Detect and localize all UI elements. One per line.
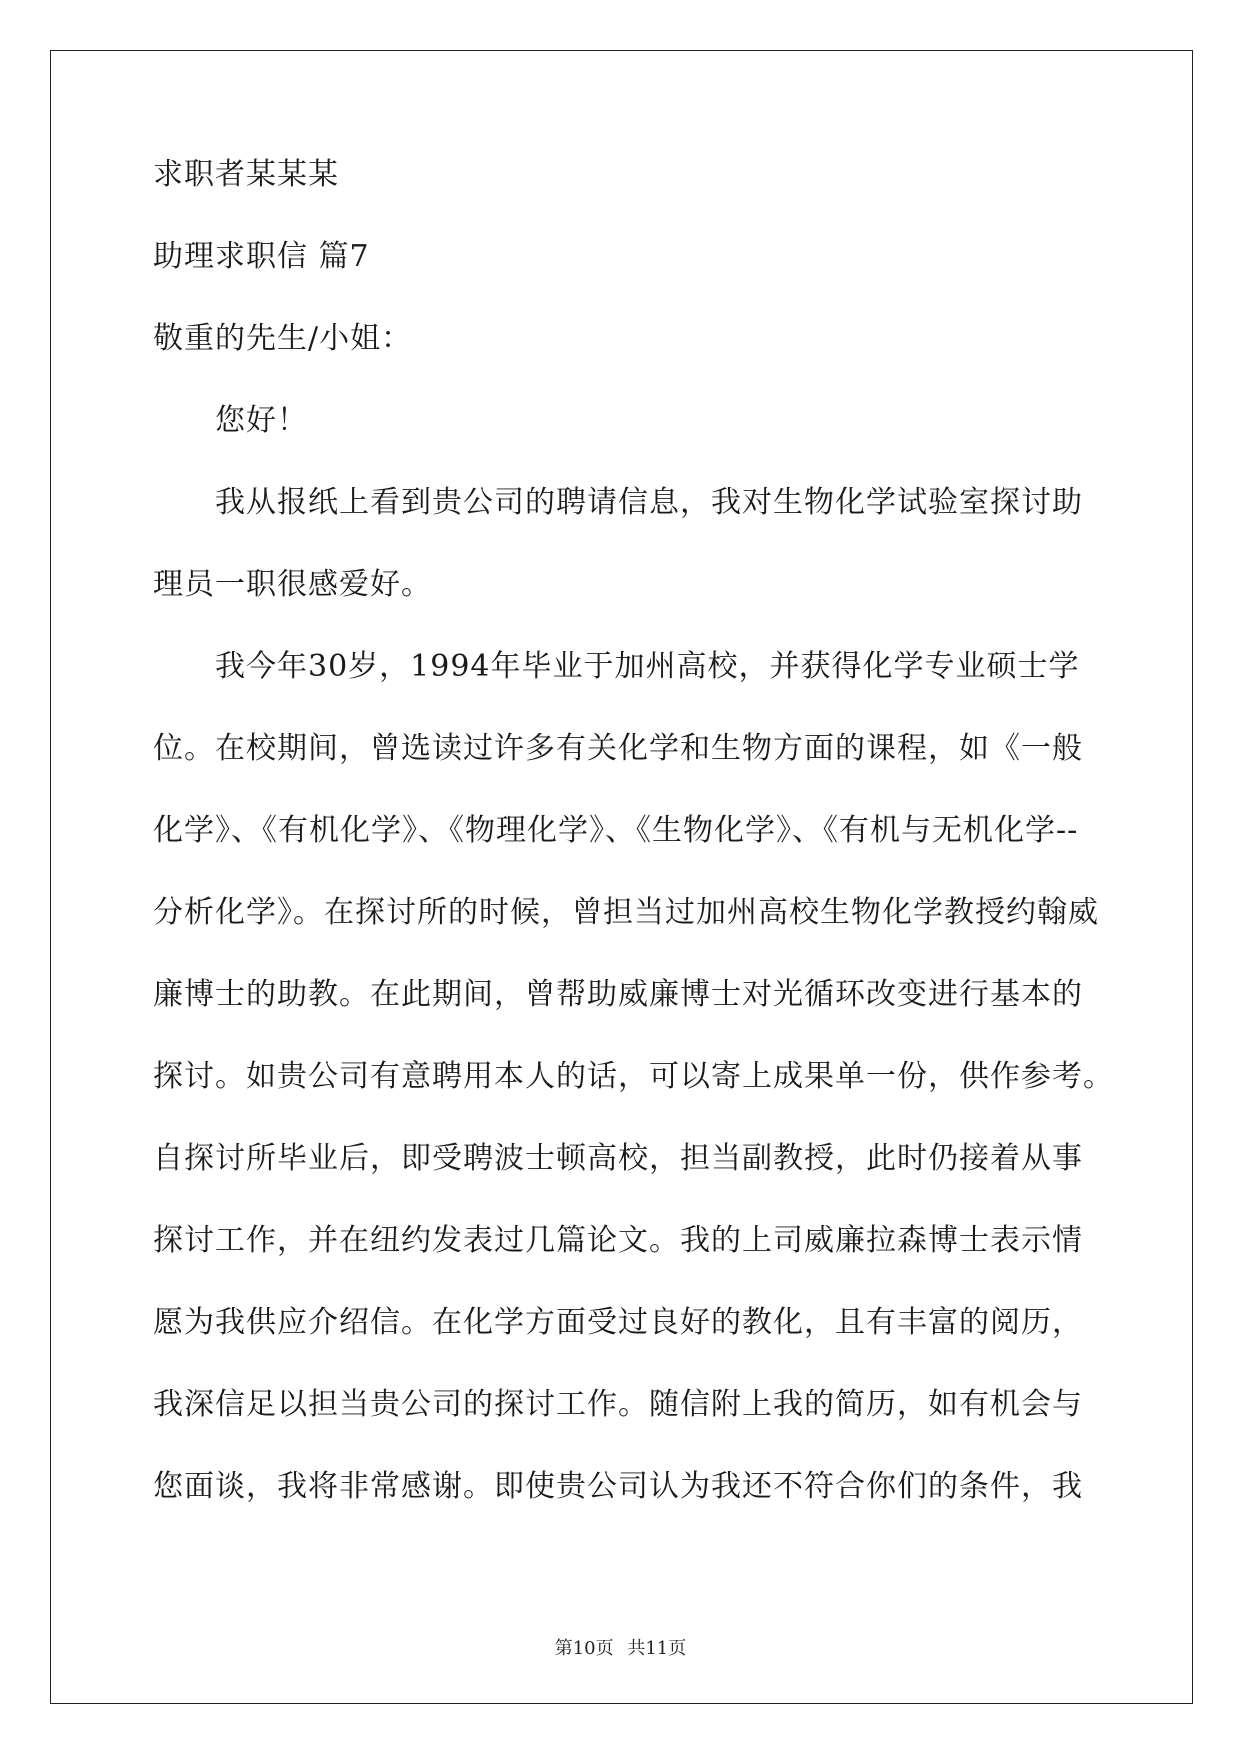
paragraph-line: 探讨。如贵公司有意聘用本人的话，可以寄上成果单一份，供作参考。 (153, 1059, 1114, 1094)
paragraph-line: 我今年30岁，1994年毕业于加州高校，并获得化学专业硕士学 (215, 649, 1080, 684)
paragraph-line: 您面谈，我将非常感谢。即使贵公司认为我还不符合你们的条件，我 (153, 1469, 1083, 1504)
greeting: 您好！ (215, 403, 308, 438)
salutation: 敬重的先生/小姐： (153, 321, 413, 356)
paragraph-line: 探讨工作，并在纽约发表过几篇论文。我的上司威廉拉森博士表示情 (153, 1223, 1083, 1258)
paragraph-line: 廉博士的助教。在此期间，曾帮助威廉博士对光循环改变进行基本的 (153, 977, 1083, 1012)
paragraph-line: 理员一职很感爱好。 (153, 567, 432, 602)
paragraph-line: 位。在校期间，曾选读过许多有关化学和生物方面的课程，如《一般 (153, 731, 1083, 766)
signature-line: 求职者某某某 (153, 157, 339, 192)
paragraph-line: 自探讨所毕业后，即受聘波士顿高校，担当副教授，此时仍接着从事 (153, 1141, 1083, 1176)
page-total: 共11页 (627, 1638, 687, 1659)
page-number: 第10页 (554, 1638, 614, 1659)
section-heading: 助理求职信 篇7 (153, 239, 370, 274)
paragraph-line: 我从报纸上看到贵公司的聘请信息，我对生物化学试验室探讨助 (215, 485, 1083, 520)
page-footer (0, 1634, 1241, 1660)
paragraph-line: 愿为我供应介绍信。在化学方面受过良好的教化，且有丰富的阅历， (153, 1305, 1083, 1340)
paragraph-line: 分析化学》。在探讨所的时候，曾担当过加州高校生物化学教授约翰威 (153, 895, 1099, 930)
paragraph-line: 化学》、《有机化学》、《物理化学》、《生物化学》、《有机与无机化学-- (153, 813, 1079, 848)
document-body (153, 157, 1114, 1554)
paragraph-line: 我深信足以担当贵公司的探讨工作。随信附上我的简历，如有机会与 (153, 1387, 1083, 1422)
